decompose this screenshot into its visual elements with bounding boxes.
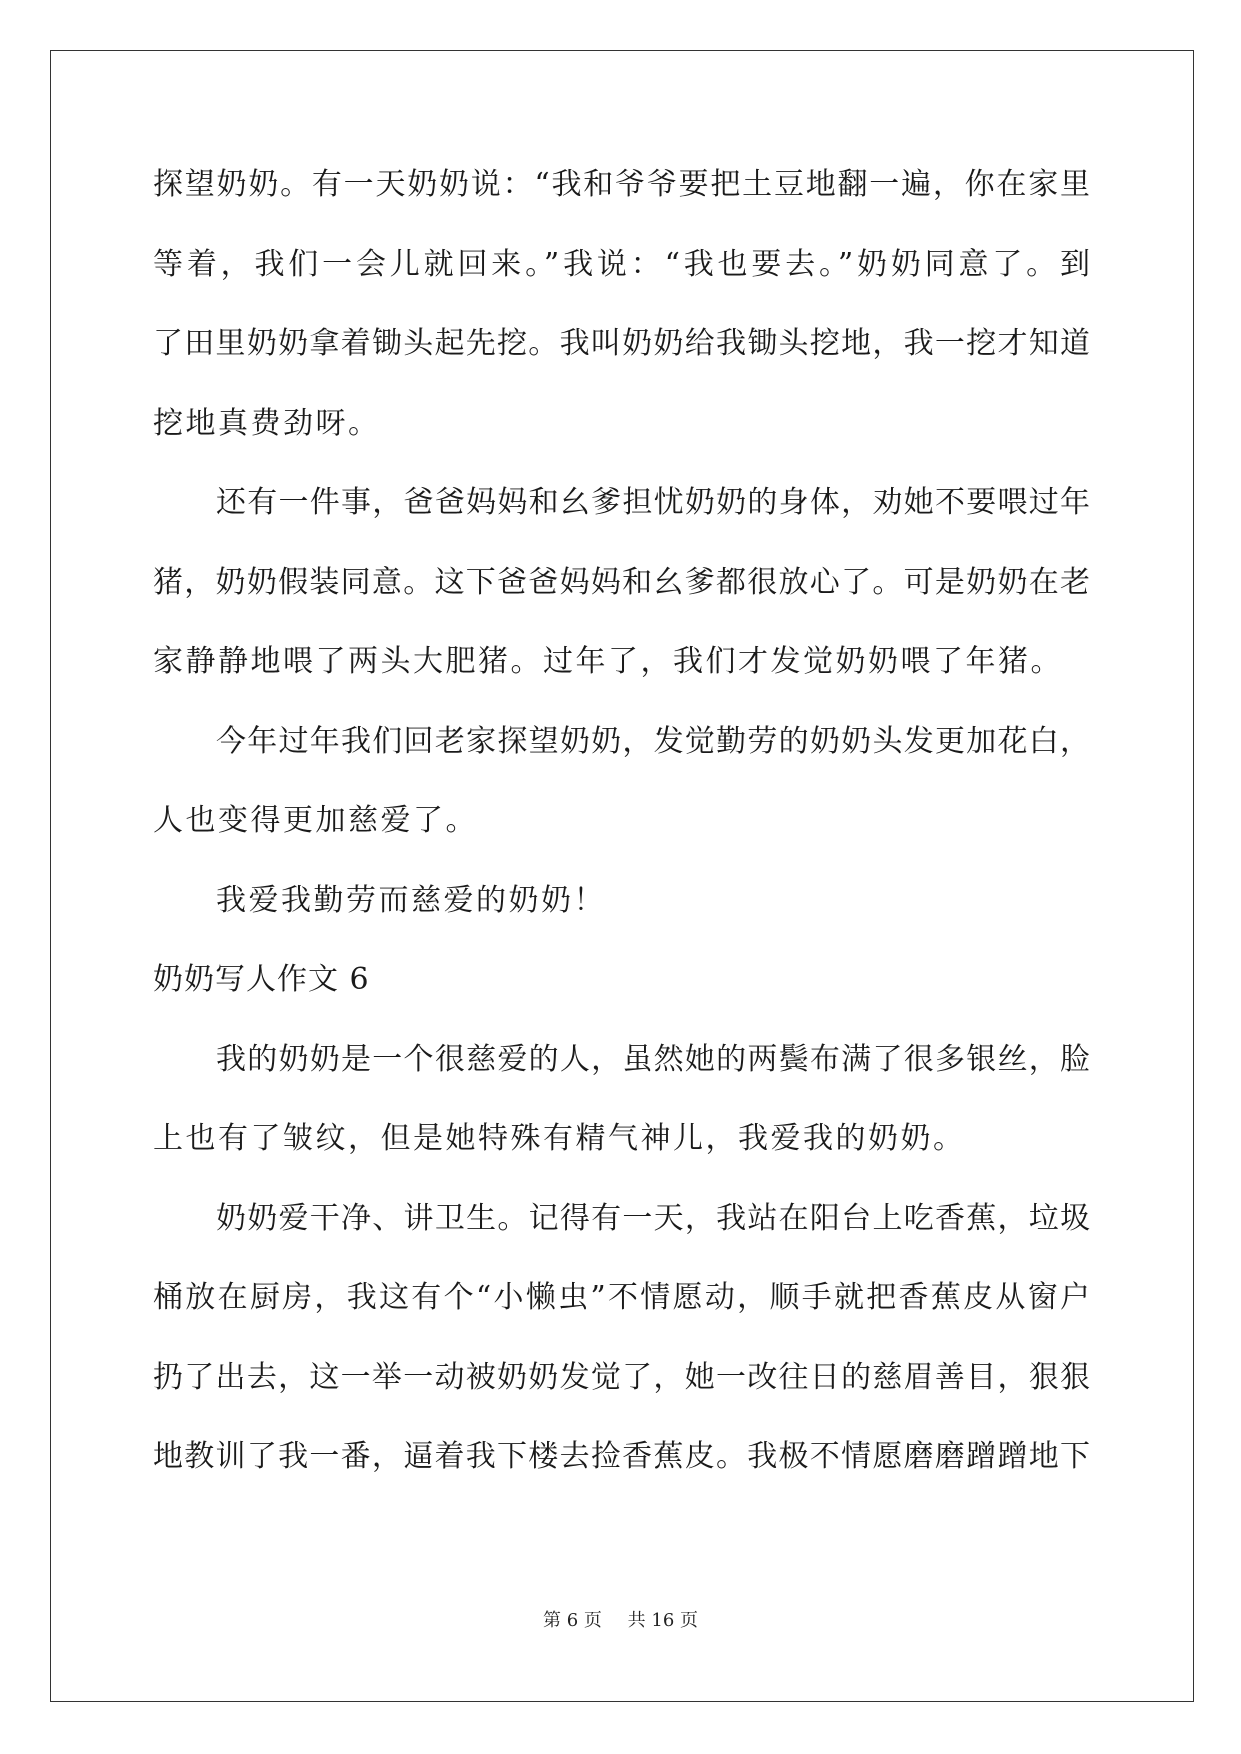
text-line: 挖地真费劲呀。 <box>153 405 381 441</box>
page-footer <box>0 1609 1241 1633</box>
document-body <box>153 165 1090 1517</box>
text-line: 了田里奶奶拿着锄头起先挖。我叫奶奶给我锄头挖地，我一挖才知道 <box>153 326 1090 361</box>
text-line: 探望奶奶。有一天奶奶说：“我和爷爷要把土豆地翻一遍，你在家里 <box>153 167 1090 202</box>
text-line: 还有一件事，爸爸妈妈和幺爹担忧奶奶的身体，劝她不要喂过年 <box>216 485 1090 520</box>
text-line: 等着，我们一会儿就回来。”我说：“我也要去。”奶奶同意了。到 <box>153 246 1090 282</box>
text-line: 家静静地喂了两头大肥猪。过年了，我们才发觉奶奶喂了年猪。 <box>153 644 1063 679</box>
text-line: 我的奶奶是一个很慈爱的人，虽然她的两鬓布满了很多银丝，脸 <box>216 1041 1090 1077</box>
page-total: 共 16 页 <box>627 1610 698 1631</box>
text-line: 人也变得更加慈爱了。 <box>153 803 478 838</box>
text-line: 扔了出去，这一举一动被奶奶发觉了，她一改往日的慈眉善目，狠狠 <box>153 1359 1090 1395</box>
page-number: 第 6 页 <box>543 1610 602 1631</box>
text-line: 我爱我勤劳而慈爱的奶奶！ <box>216 882 606 918</box>
section-heading: 奶奶写人作文 6 <box>153 962 370 997</box>
text-line: 猪，奶奶假装同意。这下爸爸妈妈和幺爹都很放心了。可是奶奶在老 <box>153 564 1090 600</box>
text-line: 奶奶爱干净、讲卫生。记得有一天，我站在阳台上吃香蕉，垃圾 <box>216 1200 1090 1236</box>
text-line: 桶放在厨房，我这有个“小懒虫”不情愿动，顺手就把香蕉皮从窗户 <box>153 1280 1090 1315</box>
text-line: 地教训了我一番，逼着我下楼去捡香蕉皮。我极不情愿磨磨蹭蹭地下 <box>153 1439 1090 1474</box>
text-line: 上也有了皱纹，但是她特殊有精气神儿，我爱我的奶奶。 <box>153 1121 966 1156</box>
text-line: 今年过年我们回老家探望奶奶，发觉勤劳的奶奶头发更加花白， <box>216 723 1090 759</box>
